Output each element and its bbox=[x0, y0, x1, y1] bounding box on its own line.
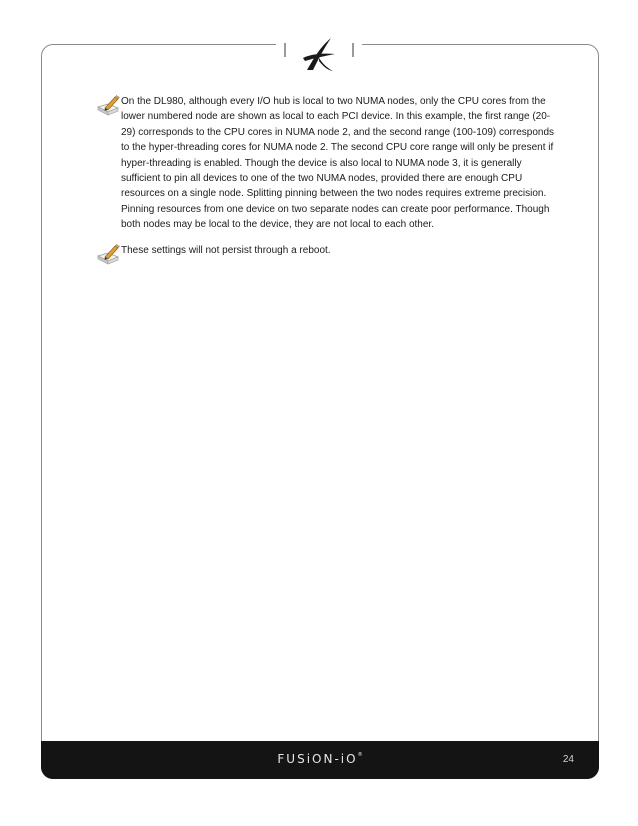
footer-brand-logo bbox=[41, 752, 599, 766]
fusion-io-logo-icon bbox=[301, 34, 337, 74]
trademark-symbol: ® bbox=[357, 752, 363, 758]
pencil-note-icon bbox=[96, 94, 120, 116]
content-area bbox=[96, 94, 562, 268]
note-block bbox=[96, 243, 562, 258]
header-logo bbox=[276, 30, 362, 80]
page-number: 24 bbox=[562, 754, 574, 765]
footer-bar bbox=[41, 741, 599, 779]
note-text: These settings will not persist through a reboot. bbox=[121, 244, 331, 256]
brand-name: FUSiON-iO bbox=[277, 752, 358, 766]
logo-divider-right bbox=[352, 43, 354, 57]
note-text: On the DL980, although every I/O hub is local to two NUMA nodes, only the CPU cores from the lower numbered node are shown as local to each PCI device. In this example, the first range (20-29) corresponds to the CPU cores in NUMA node 2, and the second range (100-109) corresponds to the hyper-threading cores for NUMA node 2. The second CPU core range will only be present if hyper-threading is enabled. Though the device is also local to NUMA node 3, it is generally sufficient to pin all devices to one of the two NUMA nodes, provided there are enough CPU resources on a single node. Splitting pinning between the two nodes requires extreme precision. Pinning resources from one device on two separate nodes can create poor performance. Though both nodes may be local to the device, they are not local to each other. bbox=[121, 96, 555, 231]
logo-divider-left bbox=[284, 43, 286, 57]
note-block bbox=[96, 94, 562, 233]
pencil-note-icon bbox=[96, 243, 120, 265]
